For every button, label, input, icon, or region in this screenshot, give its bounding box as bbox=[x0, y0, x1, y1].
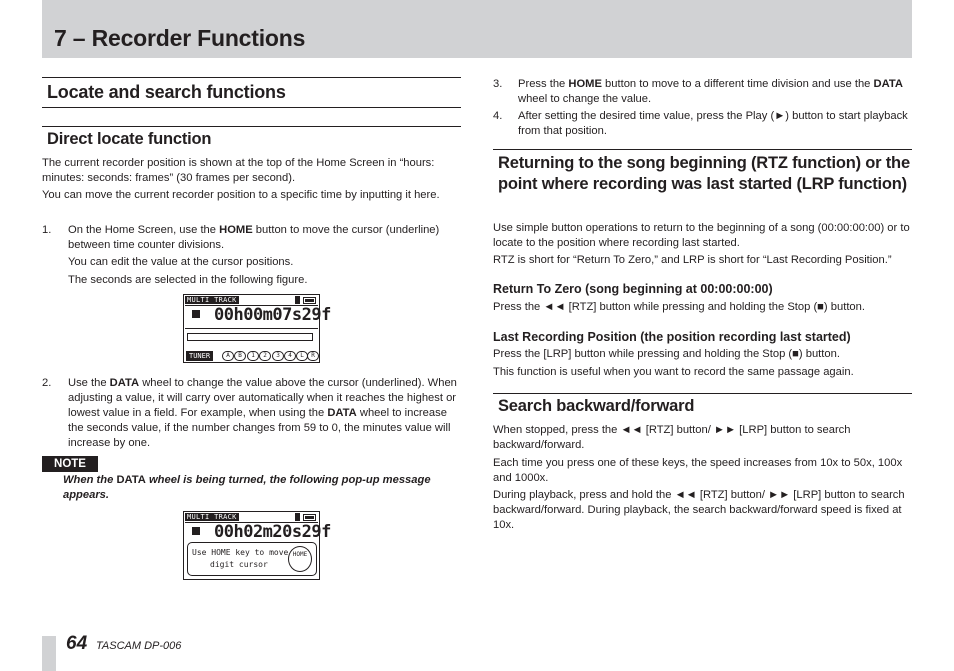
note-text: When the DATA wheel is being turned, the following pop-up message appears. bbox=[63, 474, 431, 501]
subsection-title: Direct locate function bbox=[47, 130, 212, 148]
lcd-track-r: R bbox=[307, 351, 319, 361]
lcd-level-meter bbox=[187, 333, 313, 341]
step-number: 4. bbox=[493, 110, 503, 122]
lcd-tuner-label: TUNER bbox=[186, 351, 213, 361]
section-rule-bottom bbox=[42, 107, 461, 108]
lcd-footer bbox=[184, 350, 319, 362]
step-number: 1. bbox=[42, 224, 52, 236]
lcd-card-icon bbox=[295, 296, 300, 304]
search-text-2: Each time you press one of these keys, the speed increases from 10x to 50x, 100x and 1000x. bbox=[493, 457, 903, 484]
stop-icon bbox=[192, 310, 200, 318]
chapter-title: 7 – Recorder Functions bbox=[54, 25, 306, 51]
lrp-sub-text-2: This function is useful when you want to record the same passage again. bbox=[493, 366, 854, 378]
rtz-section-title: Returning to the song beginning (RTZ function) or the point where recording was last started (LRP function) bbox=[498, 154, 910, 193]
intro-paragraph-2: You can move the current recorder position to a specific time by inputting it here. bbox=[42, 189, 440, 201]
note-badge: NOTE bbox=[42, 456, 98, 472]
step-number: 3. bbox=[493, 78, 503, 90]
lcd-track-l: L bbox=[296, 351, 308, 361]
step-number: 2. bbox=[42, 377, 52, 389]
popup-line-1: Use HOME key to move bbox=[192, 548, 289, 557]
step-1-text: On the Home Screen, use the HOME button to move the cursor (underline) between time counter divisions. bbox=[68, 224, 440, 251]
lrp-sub-text-1: Press the [LRP] button while pressing and holding the Stop (■) button. bbox=[493, 348, 840, 360]
step-1-sub-2: The seconds are selected in the following figure. bbox=[68, 274, 308, 286]
lcd-track-1: 1 bbox=[247, 351, 259, 361]
battery-icon bbox=[303, 297, 316, 304]
home-key-icon: HOME bbox=[288, 546, 312, 572]
step-4-text: After setting the desired time value, press the Play (►) button to start playback from that position. bbox=[518, 110, 908, 137]
search-section-title: Search backward/forward bbox=[498, 397, 695, 415]
lcd-mode-label: MULTI TRACK bbox=[187, 513, 237, 521]
step-3-text: Press the HOME button to move to a different time division and use the DATA wheel to change the value. bbox=[518, 78, 903, 105]
rtz-sub-title: Return To Zero (song beginning at 00:00:00:00) bbox=[493, 282, 773, 296]
lcd-track-3: 3 bbox=[272, 351, 284, 361]
lcd-time-counter: 00h02m20s29f bbox=[214, 522, 331, 542]
step-2-text: Use the DATA wheel to change the value above the cursor (underlined). When adjusting a value, it will carry over automatically when it reaches the highest or lowest value in a field. For example, when using the DATA wheel to increase the seconds value, if the number changes from 59 to 0, the minutes value will increase by one. bbox=[68, 377, 457, 449]
page-number: 64 bbox=[66, 633, 88, 654]
rtz-rule bbox=[493, 149, 912, 150]
section-rule-top bbox=[42, 77, 461, 78]
step-1-sub-1: You can edit the value at the cursor positions. bbox=[68, 256, 294, 268]
lcd-track-a: A bbox=[222, 351, 234, 361]
footer-model: TASCAM DP-006 bbox=[96, 640, 182, 652]
lcd-time-counter: 00h00m07s29f bbox=[214, 305, 331, 325]
search-text-3: During playback, press and hold the ◄◄ [RTZ] button/ ►► [LRP] button to search backward/forward. During playback, the search backward/forward speed is fixed at 10x. bbox=[493, 489, 905, 531]
rtz-intro-2: RTZ is short for “Return To Zero,” and LRP is short for “Last Recording Position.” bbox=[493, 254, 892, 266]
intro-paragraph-1: The current recorder position is shown at the top of the Home Screen in “hours: minutes: seconds: frames” (30 frames per second). bbox=[42, 157, 435, 184]
lcd-popup-message bbox=[187, 542, 317, 576]
rtz-sub-text: Press the ◄◄ [RTZ] button while pressing and holding the Stop (■) button. bbox=[493, 301, 865, 313]
lcd-track-b: B bbox=[234, 351, 246, 361]
lcd-mode-label: MULTI TRACK bbox=[187, 296, 237, 304]
battery-icon bbox=[303, 514, 316, 521]
rtz-intro-1: Use simple button operations to return to the beginning of a song (00:00:00:00) or to locate to the position where recording last started. bbox=[493, 222, 910, 249]
subsection-rule bbox=[42, 126, 461, 127]
popup-line-2: digit cursor bbox=[210, 560, 268, 569]
lcd-track-2: 2 bbox=[259, 351, 271, 361]
lcd-track-4: 4 bbox=[284, 351, 296, 361]
search-rule bbox=[493, 393, 912, 394]
lcd-screen-home bbox=[183, 294, 331, 363]
stop-icon bbox=[192, 527, 200, 535]
lcd-screen-popup bbox=[183, 511, 331, 580]
lrp-sub-title: Last Recording Position (the position recording last started) bbox=[493, 330, 851, 344]
lcd-card-icon bbox=[295, 513, 300, 521]
section-title: Locate and search functions bbox=[47, 82, 286, 102]
footer-bar bbox=[42, 636, 56, 671]
search-text-1: When stopped, press the ◄◄ [RTZ] button/ ►► [LRP] button to search backward/forward. bbox=[493, 424, 851, 451]
